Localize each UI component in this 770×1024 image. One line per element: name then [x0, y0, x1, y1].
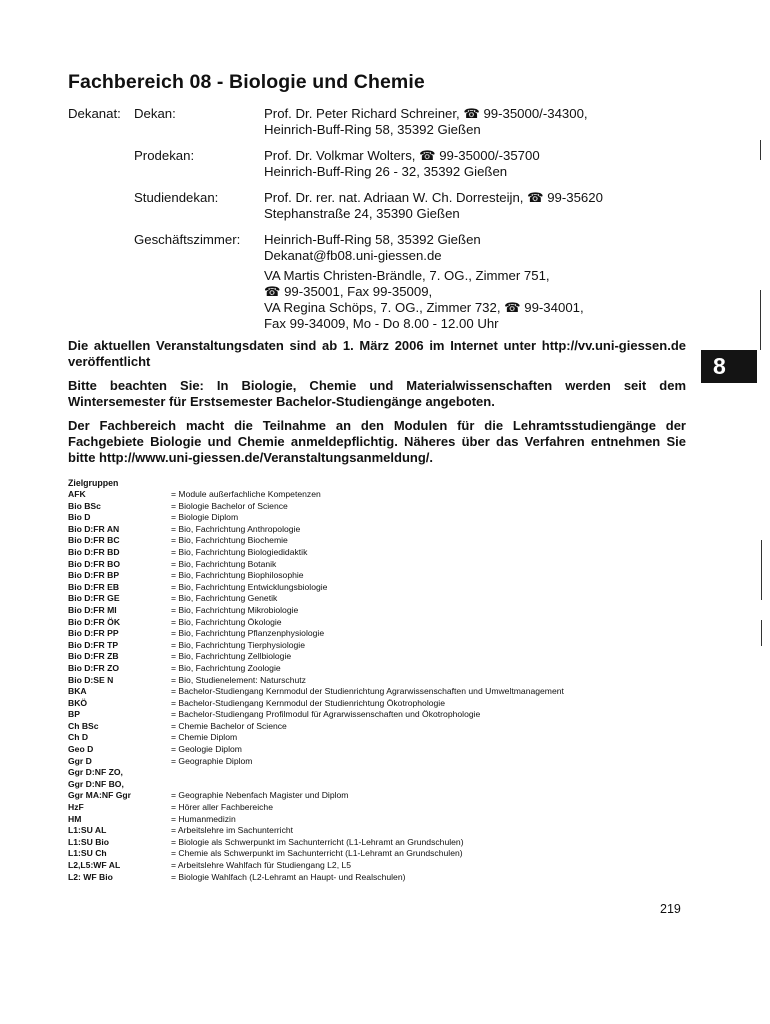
scan-edge-mark: [760, 290, 761, 350]
zielgruppe-description: = Bio, Fachrichtung Pflanzenphysiologie: [171, 628, 325, 639]
zielgruppe-row: [68, 872, 708, 884]
zielgruppe-description: = Geographie Nebenfach Magister und Diplom: [171, 790, 349, 801]
zielgruppe-code: Bio D:FR ZO: [68, 662, 120, 673]
zielgruppe-description: = Bachelor-Studiengang Profilmodul für Agrarwissenschaften und Ökotrophologie: [171, 709, 481, 720]
zielgruppe-code: Ch BSc: [68, 720, 99, 731]
scan-edge-mark: [761, 540, 762, 600]
dekanat-contact-line: Heinrich-Buff-Ring 58, 35392 Gießen: [264, 232, 481, 247]
zielgruppe-code: BP: [68, 709, 80, 720]
zielgruppe-row: [68, 779, 708, 791]
zielgruppe-row: [68, 848, 708, 860]
zielgruppe-description: = Arbeitslehre im Sachunterricht: [171, 825, 294, 836]
dekanat-contact-line: Fax 99-34009, Mo - Do 8.00 - 12.00 Uhr: [264, 316, 499, 331]
zielgruppe-description: = Chemie als Schwerpunkt im Sachunterricht (L1-Lehramt an Grundschulen): [171, 848, 463, 859]
dekanat-row: [68, 232, 688, 264]
dekanat-contact-line: Stephanstraße 24, 35390 Gießen: [264, 206, 460, 221]
zielgruppe-description: = Biologie Diplom: [171, 512, 239, 523]
zielgruppe-code: Bio D:SE N: [68, 674, 114, 685]
dekanat-row: [68, 106, 688, 138]
zielgruppe-code: Bio D:FR MI: [68, 604, 117, 615]
zielgruppe-description: = Bachelor-Studiengang Kernmodul der Studienrichtung Ökotrophologie: [171, 697, 445, 708]
zielgruppe-description: = Bio, Fachrichtung Biochemie: [171, 535, 288, 546]
announcement-bachelor: Bitte beachten Sie: In Biologie, Chemie und Materialwissenschaften werden seit dem Wintersemester für Erstsemester Bachelor-Studiengänge angeboten.: [68, 378, 686, 409]
zielgruppe-row: [68, 721, 708, 733]
zielgruppe-description: = Bio, Fachrichtung Entwicklungsbiologie: [171, 581, 328, 592]
zielgruppe-row: [68, 628, 708, 640]
zielgruppe-row: [68, 663, 708, 675]
dekanat-row: [68, 268, 688, 332]
zielgruppe-row: [68, 860, 708, 872]
zielgruppe-code: BKA: [68, 686, 87, 697]
zielgruppe-description: = Humanmedizin: [171, 813, 236, 824]
zielgruppe-row: [68, 837, 708, 849]
dekanat-contact-line: VA Regina Schöps, 7. OG., Zimmer 732, ☎ 99-34001,: [264, 300, 584, 315]
zielgruppe-row: [68, 825, 708, 837]
dekanat-contact-line: Prof. Dr. Volkmar Wolters, ☎ 99-35000/-35700: [264, 148, 540, 163]
zielgruppe-row: [68, 744, 708, 756]
dekanat-contact-line: Prof. Dr. rer. nat. Adriaan W. Ch. Dorresteijn, ☎ 99-35620: [264, 190, 603, 205]
zielgruppe-code: L2,L5:WF AL: [68, 860, 121, 870]
zielgruppe-row: [68, 535, 708, 547]
zielgruppe-code: Bio D:FR BC: [68, 535, 120, 546]
zielgruppe-code: Bio D:FR BP: [68, 570, 120, 581]
zielgruppe-description: = Bio, Fachrichtung Biologiedidaktik: [171, 546, 308, 557]
zielgruppe-description: = Bio, Fachrichtung Genetik: [171, 593, 278, 604]
zielgruppe-row: [68, 593, 708, 605]
dekanat-block: [68, 106, 688, 332]
zielgruppe-code: Bio D:FR GE: [68, 593, 120, 604]
zielgruppe-description: = Bio, Studienelement: Naturschutz: [171, 674, 306, 685]
zielgruppe-description: = Chemie Diplom: [171, 732, 238, 743]
zielgruppe-description: = Geologie Diplom: [171, 744, 242, 755]
zielgruppe-row: [68, 512, 708, 524]
zielgruppe-code: Ggr D:NF ZO,: [68, 767, 123, 778]
dekanat-contact-line: Heinrich-Buff-Ring 58, 35392 Gießen: [264, 122, 481, 137]
zielgruppen-heading: Zielgruppen: [68, 478, 119, 488]
zielgruppe-description: = Bio, Fachrichtung Tierphysiologie: [171, 639, 305, 650]
zielgruppe-row: [68, 686, 708, 698]
zielgruppe-code: Ggr D:NF BO,: [68, 778, 124, 789]
dekanat-contact-line: ☎ 99-35001, Fax 99-35009,: [264, 284, 433, 299]
zielgruppe-description: = Bio, Fachrichtung Mikrobiologie: [171, 604, 299, 615]
zielgruppe-code: L2: WF Bio: [68, 871, 113, 882]
zielgruppe-row: [68, 709, 708, 721]
zielgruppe-description: = Bio, Fachrichtung Anthropologie: [171, 523, 301, 534]
zielgruppe-row: [68, 524, 708, 536]
zielgruppe-description: = Bio, Fachrichtung Zellbiologie: [171, 651, 292, 662]
zielgruppe-description: = Module außerfachliche Kompetenzen: [171, 489, 321, 499]
zielgruppe-description: = Bio, Fachrichtung Biophilosophie: [171, 570, 304, 581]
zielgruppe-description: = Biologie als Schwerpunkt im Sachunterricht (L1-Lehramt an Grundschulen): [171, 836, 464, 847]
announcement-veranstaltungsdaten: Die aktuellen Veranstaltungsdaten sind ab 1. März 2006 im Internet unter http://vv.uni-giessen.de veröffentlicht: [68, 338, 686, 369]
zielgruppe-description: = Bachelor-Studiengang Kernmodul der Studienrichtung Agrarwissenschaften und Umweltmanagement: [171, 686, 564, 697]
dekanat-row: [68, 148, 688, 180]
zielgruppe-code: Ggr D: [68, 755, 92, 766]
page-title: Fachbereich 08 - Biologie und Chemie: [68, 71, 425, 93]
zielgruppe-code: BKÖ: [68, 697, 88, 708]
zielgruppe-code: Bio BSc: [68, 500, 101, 511]
zielgruppe-row: [68, 640, 708, 652]
zielgruppe-description: = Bio, Fachrichtung Ökologie: [171, 616, 282, 627]
dekanat-role-label: Geschäftszimmer:: [134, 232, 241, 247]
zielgruppe-code: Bio D:FR PP: [68, 628, 119, 639]
zielgruppe-code: Bio D:FR ÖK: [68, 616, 121, 627]
zielgruppe-description: = Geographie Diplom: [171, 755, 253, 766]
zielgruppe-row: [68, 547, 708, 559]
zielgruppe-row: [68, 732, 708, 744]
chapter-tab-marker: 8: [701, 350, 757, 383]
zielgruppe-row: [68, 802, 708, 814]
dekanat-contact-line: VA Martis Christen-Brändle, 7. OG., Zimmer 751,: [264, 268, 550, 283]
zielgruppe-code: AFK: [68, 489, 86, 499]
dekanat-role-label: Prodekan:: [134, 148, 195, 163]
zielgruppe-row: [68, 698, 708, 710]
zielgruppe-row: [68, 790, 708, 802]
zielgruppe-row: [68, 570, 708, 582]
zielgruppe-code: Ggr MA:NF Ggr: [68, 790, 132, 801]
zielgruppe-code: L1:SU AL: [68, 825, 107, 836]
dekanat-role-label: Dekan:: [134, 106, 176, 121]
zielgruppen-list: [68, 489, 708, 883]
zielgruppe-row: [68, 651, 708, 663]
zielgruppe-code: Ch D: [68, 732, 89, 743]
zielgruppe-row: [68, 605, 708, 617]
zielgruppe-row: [68, 617, 708, 629]
zielgruppe-row: [68, 814, 708, 826]
zielgruppe-code: HM: [68, 813, 82, 824]
zielgruppe-row: [68, 756, 708, 768]
zielgruppe-code: Bio D:FR BO: [68, 558, 121, 569]
zielgruppe-row: [68, 767, 708, 779]
zielgruppe-description: = Chemie Bachelor of Science: [171, 720, 287, 731]
zielgruppe-row: [68, 489, 708, 501]
zielgruppe-code: Bio D:FR BD: [68, 546, 120, 557]
announcement-anmeldung: Der Fachbereich macht die Teilnahme an den Modulen für die Lehramtsstudiengänge der Fachgebiete Biologie und Chemie anmeldepflichtig. Näheres über das Verfahren entnehmen Sie bitte http://www.uni-giessen.de/Veranstaltungsanmeldung/.: [68, 418, 686, 465]
zielgruppe-code: Bio D:FR ZB: [68, 651, 119, 662]
zielgruppe-description: = Biologie Bachelor of Science: [171, 500, 288, 511]
zielgruppe-code: L1:SU Ch: [68, 848, 107, 859]
zielgruppe-code: HzF: [68, 802, 84, 813]
dekanat-row: [68, 190, 688, 222]
dekanat-contact-line: Heinrich-Buff-Ring 26 - 32, 35392 Gießen: [264, 164, 508, 179]
zielgruppe-description: = Bio, Fachrichtung Botanik: [171, 558, 277, 569]
zielgruppe-description: = Arbeitslehre Wahlfach für Studiengang L2, L5: [171, 860, 352, 870]
dekanat-contact-line: Prof. Dr. Peter Richard Schreiner, ☎ 99-35000/-34300,: [264, 106, 588, 121]
zielgruppe-code: Bio D:FR TP: [68, 639, 119, 650]
zielgruppe-code: Geo D: [68, 744, 94, 755]
zielgruppe-code: Bio D:FR EB: [68, 581, 120, 592]
dekanat-contact-line: Dekanat@fb08.uni-giessen.de: [264, 248, 442, 263]
scan-edge-mark: [760, 140, 761, 160]
zielgruppe-code: Bio D: [68, 512, 91, 523]
dekanat-role-label: Studiendekan:: [134, 190, 219, 205]
scan-edge-mark: [761, 620, 762, 646]
zielgruppe-code: L1:SU Bio: [68, 836, 110, 847]
zielgruppe-code: Bio D:FR AN: [68, 523, 120, 534]
dekanat-label: Dekanat:: [68, 106, 121, 121]
zielgruppe-row: [68, 675, 708, 687]
zielgruppe-row: [68, 582, 708, 594]
zielgruppe-row: [68, 501, 708, 513]
zielgruppe-row: [68, 559, 708, 571]
page-number: 219: [660, 902, 681, 916]
zielgruppe-description: = Biologie Wahlfach (L2-Lehramt an Haupt- und Realschulen): [171, 871, 406, 882]
zielgruppe-description: = Hörer aller Fachbereiche: [171, 802, 273, 813]
zielgruppe-description: = Bio, Fachrichtung Zoologie: [171, 662, 281, 673]
